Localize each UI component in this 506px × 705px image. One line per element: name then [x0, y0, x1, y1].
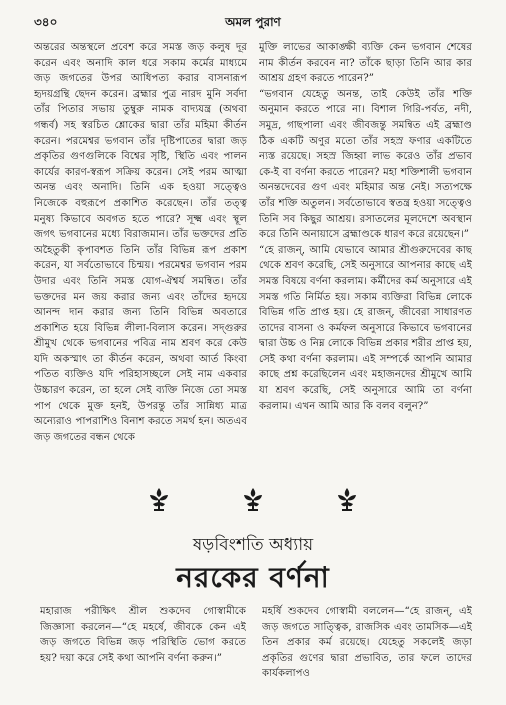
bottom-right-paragraph: মহর্ষি শুকদেব গোস্বামী বললেন—“হে রাজন্, এই জড় জগতে সাত্ত্বিক, রাজসিক এবং তামসিক—এই তিন প্রকার কর্ম রয়েছে। যেহেতু সকলেই জড়া প্রকৃতির গুণের দ্বারা প্রভাবিত, তার ফলে তাদের কার্যকলাপও — [262, 606, 472, 680]
bottom-right-column — [262, 604, 472, 700]
floral-ornament-icon — [147, 486, 171, 512]
left-text-column — [34, 40, 247, 472]
ornament-divider — [0, 486, 506, 514]
bottom-left-column — [40, 604, 246, 684]
floral-ornament-icon — [241, 486, 265, 512]
left-column-paragraph: অন্তরের অন্তস্থলে প্রবেশ করে সমস্ত জড় কলুষ দূর করেন এবং অনাদি কাল ধরে সকাম কর্মের মাধ্যমে জড় জগতের উপর আধিপত্য করার বাসনারূপ হৃদয়গ্রন্থি ছেদন করেন। ব্রহ্মার পুত্র নারদ মুনি সর্বদা তাঁর পিতার সভায় তুম্বুরু নামক বাদ্যযন্ত্র (অথবা গন্ধর্ব) সহ স্বরচিত শ্লোকের দ্বারা তাঁর মহিমা কীর্তন করেন। পরমেশ্বর ভগবান তাঁর দৃষ্টিপাতের দ্বারা জড় প্রকৃতির গুণগুলিকে বিশ্বের সৃষ্টি, স্থিতি এবং পালন কার্যের কারণ-স্বরূপ সক্রিয় করেন। সেই পরম আত্মা অনন্ত এবং অনাদি। তিনি এক হওয়া সত্ত্বেও নিজেকে বহুরূপে প্রকাশিত করেছেন। তাঁর তত্ত্ব মনুষ্য কিভাবে অবগত হতে পারে? সূক্ষ্ম এবং স্থূল জগৎ ভগবানের মধ্যে বিরাজমান। তাঁর ভক্তদের প্রতি অহৈতুকী কৃপাবশত তিনি তাঁর বিভিন্ন রূপ প্রকাশ করেন, যা সর্বতোভাবে চিন্ময়। পরমেশ্বর ভগবান পরম উদার এবং তিনি সমস্ত যোগ-ঐশ্বর্য সমন্বিত। তাঁর ভক্তদের মন জয় করার জন্য এবং তাঁদের হৃদয়ে আনন্দ দান করার জন্য তিনি বিভিন্ন অবতারে প্রকাশিত হয়ে বিভিন্ন লীলা-বিলাস করেন। সদ্গুরুর শ্রীমুখ থেকে ভগবানের পবিত্র নাম শ্রবণ করে কেউ যদি অকস্মাৎ তা কীর্তন করেন, অথবা আর্ত কিংবা পতিত ব্যক্তিও যদি পরিহাসচ্ছলে সেই নাম একবার উচ্চারণ করেন, তা হলে সেই ব্যক্তি নিজে তো সমস্ত পাপ থেকে মুক্ত হনই, উপরন্তু তাঁর সান্নিধ্য মাত্র অন্যেরাও পাপরাশিও বিনাশ করতে সমর্থ হন। অতএব জড় জগতের বন্ধন থেকে — [34, 42, 247, 443]
chapter-number: ষড়বিংশতি অধ্যায় — [192, 535, 314, 555]
bottom-left-paragraph: মহারাজ পরীক্ষিৎ শ্রীল শুকদেব গোস্বামীকে জিজ্ঞাসা করলেন—“হে মহর্ষে, জীবকে কেন এই জড় জগতে বিভিন্ন জড় পরিস্থিতি ভোগ করতে হয়? দয়া করে সেই কথা আপনি বর্ণনা করুন।” — [40, 606, 246, 664]
right-column-paragraph-3: “হে রাজন্, আমি যেভাবে আমার শ্রীগুরুদেবের কাছ থেকে শ্রবণ করেছি, সেই অনুসারে আপনার কাছে এই সমস্ত বিষয়ে বর্ণনা করলাম। কর্মীদের কর্ম অনুসারে এই সমস্ত গতি নির্মিত হয়। সকাম ব্যক্তিরা বিভিন্ন লোকে বিভিন্ন গতি প্রাপ্ত হয়। হে রাজন্, জীবেরা সাধারণত তাদের বাসনা ও কর্মফল অনুসারে কিভাবে ভগবানের দ্বারা উচ্চ ও নিম্ন লোকে বিভিন্ন প্রকার শরীর প্রাপ্ত হয়, সেই কথা বর্ণনা করলাম। এই সম্পর্কে আপনি আমার কাছে প্রশ্ন করেছিলেন এবং মহাজনদের শ্রীমুখে আমি যা শ্রবণ করেছি, সেই অনুসারে আমি তা বর্ণনা করলাম। এখন আমি আর কি বলব বলুন?” — [259, 244, 472, 412]
right-text-column — [259, 40, 472, 472]
running-title: অমল পুরাণ — [225, 15, 281, 29]
floral-ornament-icon — [335, 486, 359, 512]
right-column-paragraph-2: “ভগবান যেহেতু অনন্ত, তাই কেউই তাঁর শক্তি অনুমান করতে পারে না। বিশাল গিরি-পর্বত, নদী, সমুদ্র, গাছপালা এবং জীবজন্তু সমন্বিত এই ব্রহ্মাণ্ড ঠিক একটি অণুর মতো তাঁর সহস্র ফণার একটিতে ন্যস্ত রয়েছে। সহস্র জিহ্বা লাভ করেও তাঁর প্রভাব কে-ই বা বর্ণনা করতে পারেন? মহা শক্তিশালী ভগবান অনন্তদেবের গুণ এবং মহিমার অন্ত নেই। সত্যপক্ষে তাঁর শক্তি অতুলন। সর্বতোভাবে স্বতন্ত্র হওয়া সত্ত্বেও তিনি সব কিছুর আশ্রয়। রসাতলের মূলদেশে অবস্থান করে তিনি অনায়াসে ব্রহ্মাণ্ডকে ধারণ করে রয়েছেন।” — [259, 88, 472, 241]
page-number: ৩৪০ — [34, 15, 58, 29]
right-column-paragraph-1: মুক্তি লাভের আকাঙ্ক্ষী ব্যক্তি কেন ভগবান শেষের নাম কীর্তন করবেন না? তাঁকে ছাড়া তিনি আর কার আশ্রয় গ্রহণ করতে পারেন?” — [259, 42, 472, 85]
chapter-title: নরকের বর্ণনা — [176, 561, 330, 594]
page-header — [34, 14, 472, 32]
